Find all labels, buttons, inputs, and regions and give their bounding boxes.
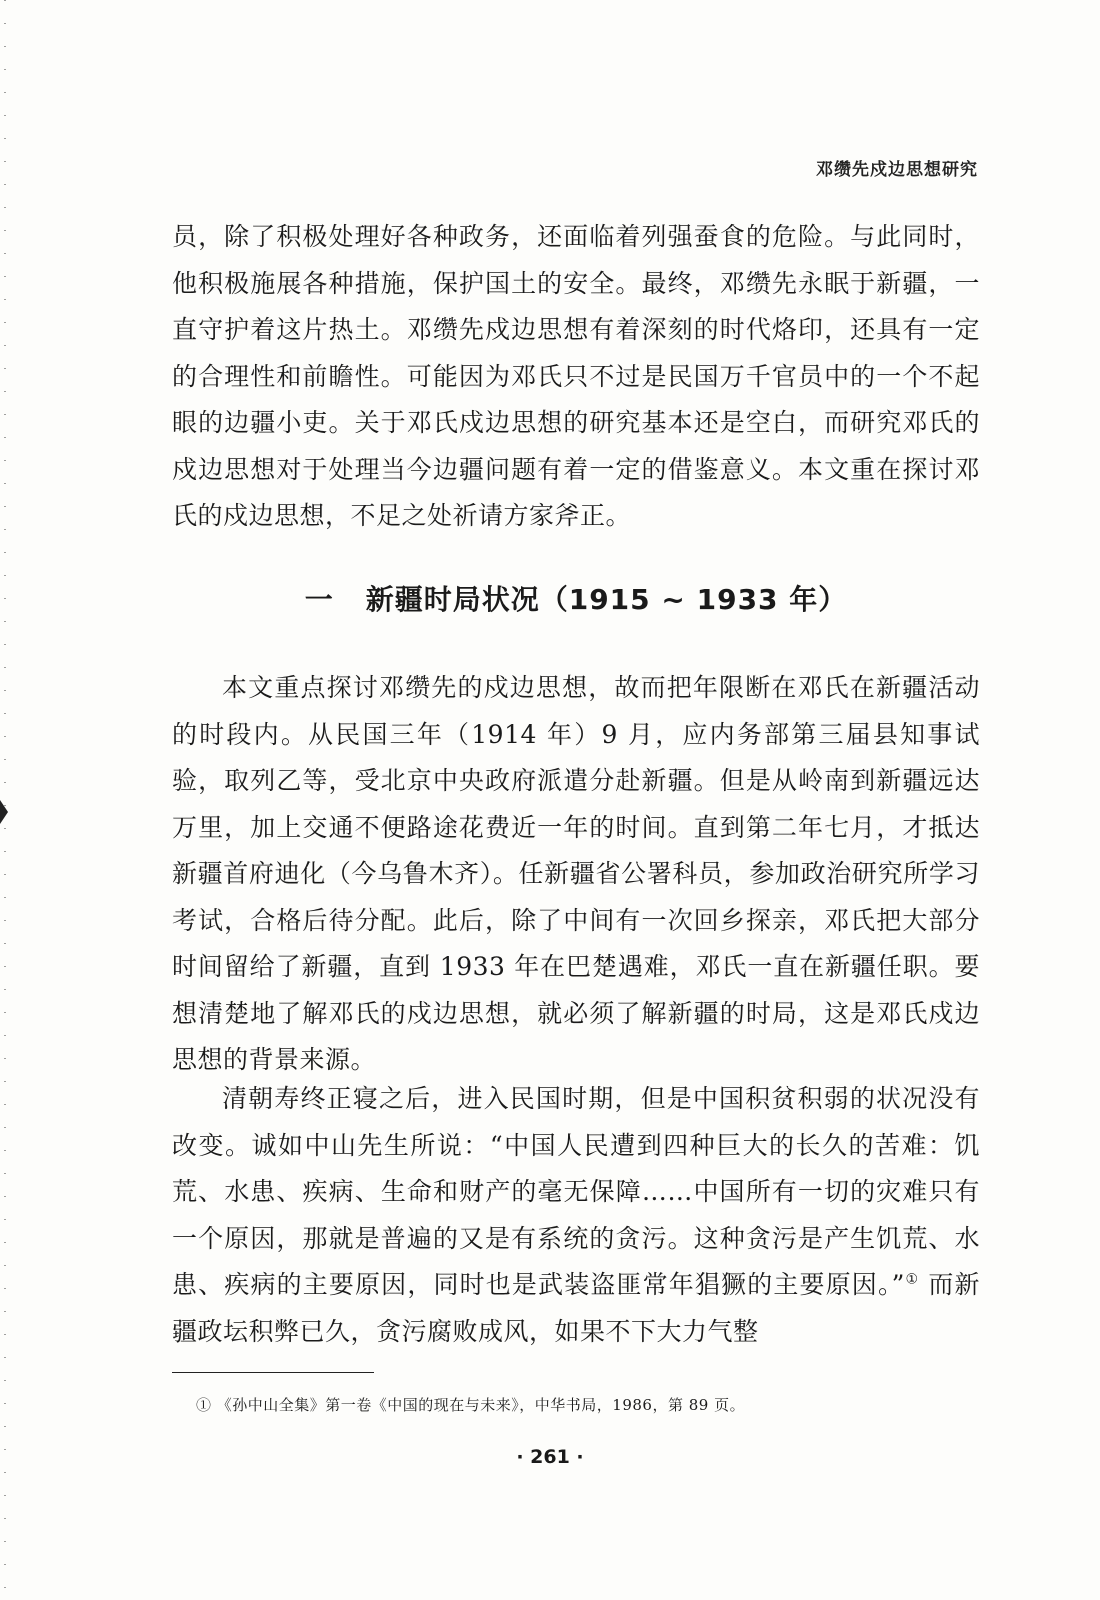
footnote-divider xyxy=(172,1372,374,1373)
scan-edge-mark xyxy=(0,800,8,824)
footnote: ① 《孙中山全集》第一卷《中国的现在与未来》，中华书局，1986，第 89 页。 xyxy=(196,1396,746,1414)
section-title: 新疆时局状况（1915 ~ 1933 年） xyxy=(365,583,848,616)
page-number: · 261 · xyxy=(516,1446,584,1468)
running-header: 邓缵先戍边思想研究 xyxy=(816,160,978,180)
paragraph-3-text: 清朝寿终正寝之后，进入民国时期，但是中国积贫积弱的状况没有改变。诚如中山先生所说：“中国人民遭到四种巨大的长久的苦难：饥荒、水患、疾病、生命和财产的毫无保障……中国所有一切的灾难只有一个原因，那就是普遍的又是有系统的贪污。这种贪污是产生饥荒、水患、疾病的主要原因，同时也是武装盗匪常年猖獗的主要原因。” xyxy=(172,1084,980,1299)
paragraph-3-text-after: 而新疆政坛积弊已久，贪污腐败成风，如果不下大力气整 xyxy=(172,1270,980,1346)
paragraph-3 xyxy=(172,1076,980,1355)
section-number: 一 xyxy=(304,583,334,616)
footnote-reference[interactable]: ① xyxy=(904,1271,920,1288)
paragraph-2: 本文重点探讨邓缵先的戍边思想，故而把年限断在邓氏在新疆活动的时段内。从民国三年（1914 年）9 月，应内务部第三届县知事试验，取列乙等，受北京中央政府派遣分赴新疆。但是从岭南到新疆远达万里，加上交通不便路途花费近一年的时间。直到第二年七月，才抵达新疆首府迪化（今乌鲁木齐）。任新疆省公署科员，参加政治研究所学习考试，合格后待分配。此后，除了中间有一次回乡探亲，邓氏把大部分时间留给了新疆，直到 1933 年在巴楚遇难，邓氏一直在新疆任职。要想清楚地了解邓氏的戍边思想，就必须了解新疆的时局，这是邓氏戍边思想的背景来源。 xyxy=(172,673,980,1074)
section-heading xyxy=(172,578,980,618)
paragraph-1: 员，除了积极处理好各种政务，还面临着列强蚕食的危险。与此同时，他积极施展各种措施，保护国土的安全。最终，邓缵先永眠于新疆，一直守护着这片热土。邓缵先戍边思想有着深刻的时代烙印，还具有一定的合理性和前瞻性。可能因为邓氏只不过是民国万千官员中的一个不起眼的边疆小吏。关于邓氏戍边思想的研究基本还是空白，而研究邓氏的戍边思想对于处理当今边疆问题有着一定的借鉴意义。本文重在探讨邓氏的戍边思想，不足之处祈请方家斧正。 xyxy=(172,222,980,530)
